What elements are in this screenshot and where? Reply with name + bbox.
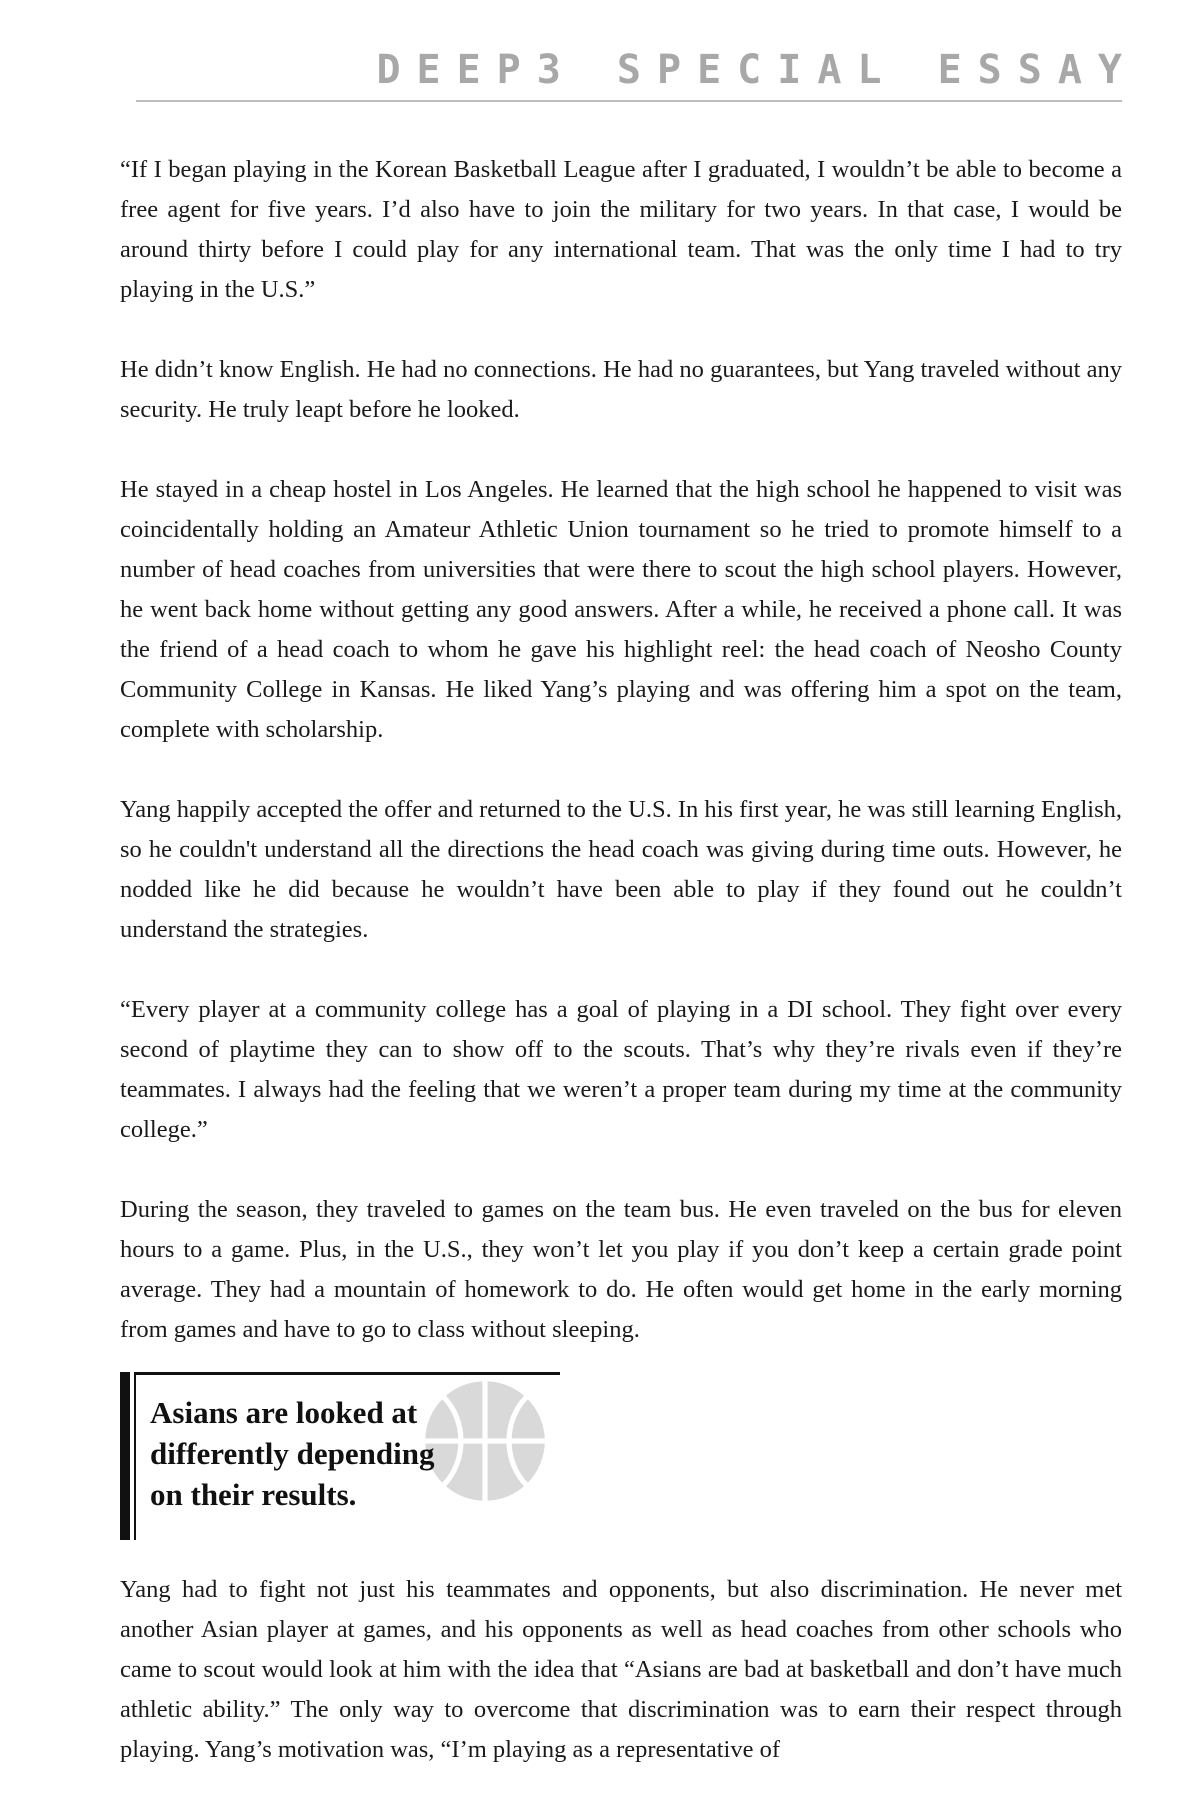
paragraph: “If I began playing in the Korean Basketball League after I graduated, I wouldn’t be able to become a free agent for five years. I’d also have to join the military for two years. In that case, I would be around thirty before I could play for any international team. That was the only time I had to try playing in the U.S.”	[120, 156, 1122, 303]
paragraph: Yang happily accepted the offer and returned to the U.S. In his first year, he was still learning English, so he couldn't understand all the directions the head coach was giving during time outs. However, he nodded like he did because he wouldn’t have been able to play if they found out he couldn’t understand the strategies.	[120, 796, 1122, 943]
pull-quote	[120, 1372, 560, 1540]
section-title: DEEP3 SPECIAL ESSAY	[376, 47, 1138, 93]
paragraph: He didn’t know English. He had no connections. He had no guarantees, but Yang traveled without any security. He truly leapt before he looked.	[120, 356, 1122, 423]
pull-quote-text	[150, 1392, 550, 1515]
paragraph: During the season, they traveled to games on the team bus. He even traveled on the bus for eleven hours to a game. Plus, in the U.S., they won’t let you play if you don’t keep a certain grade point average. They had a mountain of homework to do. He often would get home in the early morning from games and have to go to class without sleeping.	[120, 1196, 1122, 1343]
pull-quote-rule	[134, 1372, 136, 1540]
paragraph: Yang had to fight not just his teammates and opponents, but also discrimination. He never met another Asian player at games, and his opponents as well as head coaches from other schools who came to scout would look at him with the idea that “Asians are bad at basketball and don’t have much athletic ability.” The only way to overcome that discrimination was to earn their respect through playing. Yang’s motivation was, “I’m playing as a representative of	[120, 1576, 1122, 1763]
pull-quote-top-rule	[134, 1372, 560, 1375]
paragraph: He stayed in a cheap hostel in Los Angeles. He learned that the high school he happened to visit was coincidentally holding an Amateur Athletic Union tournament so he tried to promote himself to a number of head coaches from universities that were there to scout the high school players. However, he went back home without getting any good answers. After a while, he received a phone call. It was the friend of a head coach to whom he gave his highlight reel: the head coach of Neosho County Community College in Kansas. He liked Yang’s playing and was offering him a spot on the team, complete with scholarship.	[120, 476, 1122, 743]
pull-quote-line: on their results.	[150, 1477, 357, 1512]
pull-quote-bar	[120, 1372, 130, 1540]
pull-quote-line: differently depending	[150, 1436, 435, 1471]
essay-body	[120, 150, 1122, 1810]
paragraph: “Every player at a community college has a goal of playing in a DI school. They fight over every second of playtime they can to show off to the scouts. That’s why they’re rivals even if they’re teammates. I always had the feeling that we weren’t a proper team during my time at the community college.”	[120, 996, 1122, 1143]
pull-quote-line: Asians are looked at	[150, 1395, 418, 1430]
page-header	[136, 40, 1138, 102]
